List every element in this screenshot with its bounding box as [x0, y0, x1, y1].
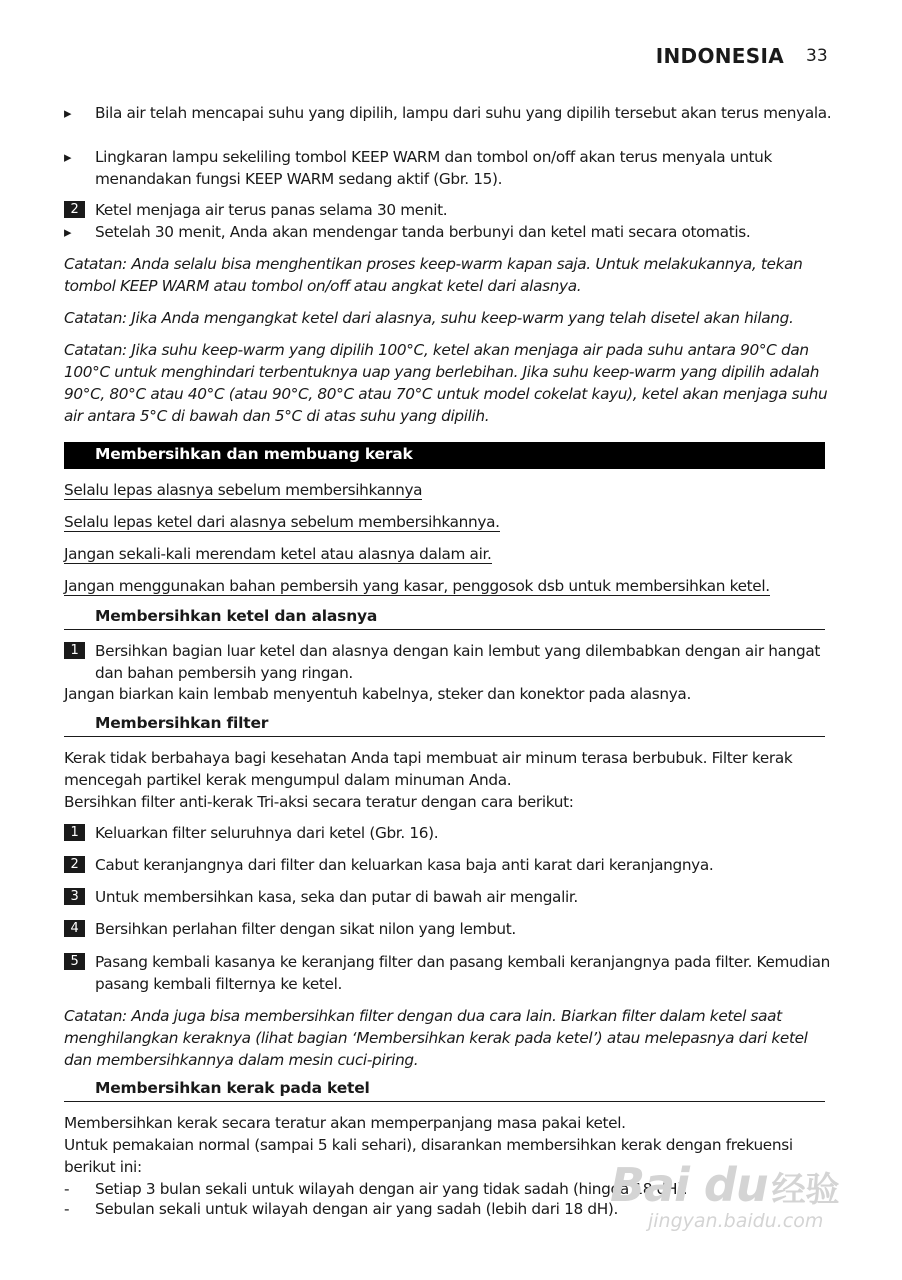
step-text: Bersihkan bagian luar ketel dan alasnya dengan kain lembut yang dilembabkan dengan air hangat dan bahan pembersih yang ringan. — [95, 642, 821, 682]
bullet-text: Bila air telah mencapai suhu yang dipilih, lampu dari suhu yang dipilih tersebut akan terus menyala. — [95, 104, 832, 122]
watermark-url: jingyan.baidu.com — [648, 1210, 824, 1232]
paragraph: Untuk pemakaian normal (sampai 5 kali sehari), disarankan membersihkan kerak dengan frekuensi berikut ini: — [64, 1136, 793, 1176]
bullet-text: Lingkaran lampu sekeliling tombol KEEP WARM dan tombol on/off akan terus menyala untuk menandakan fungsi KEEP WARM sedang aktif (Gbr. 15). — [95, 148, 773, 188]
warning-line: Jangan sekali-kali merendam ketel atau alasnya dalam air. — [64, 545, 492, 563]
bullet-arrow-icon: ▸ — [64, 148, 72, 166]
bullet-item — [64, 221, 834, 243]
step-number: 1 — [64, 824, 85, 841]
paragraph: Kerak tidak berbahaya bagi kesehatan Anda tapi membuat air minum terasa berbubuk. Filter kerak mencegah partikel kerak mengumpul dalam minuman Anda. — [64, 749, 793, 789]
paragraph: Jangan biarkan kain lembab menyentuh kabelnya, steker dan konektor pada alasnya. — [64, 685, 691, 703]
step-item — [64, 854, 834, 876]
dash-marker: - — [64, 1200, 70, 1218]
warning-line: Selalu lepas ketel dari alasnya sebelum membersihkannya. — [64, 513, 500, 531]
step-item — [64, 822, 834, 844]
step-item — [64, 886, 834, 908]
page-number: 33 — [806, 46, 828, 66]
step-text: Pasang kembali kasanya ke keranjang filter dan pasang kembali keranjangnya pada filter. Kemudian pasang kembali filternya ke ketel. — [95, 953, 831, 993]
step-text: Bersihkan perlahan filter dengan sikat nilon yang lembut. — [95, 920, 516, 938]
watermark-cn-text: 经验 — [771, 1170, 840, 1210]
bullet-item — [64, 102, 834, 124]
step-text: Untuk membersihkan kasa, seka dan putar di bawah air mengalir. — [95, 888, 578, 906]
step-text: Cabut keranjangnya dari filter dan keluarkan kasa baja anti karat dari keranjangnya. — [95, 856, 714, 874]
note: Catatan: Jika suhu keep-warm yang dipilih 100°C, ketel akan menjaga air pada suhu antara 90°C dan 100°C untuk menghindari terbentuknya uap yang berlebihan. Jika suhu keep-warm yang dipilih adalah 90°C, 80°C atau 40°C (atau 90°C, 80°C atau 70°C untuk model cokelat kayu), ketel akan menjaga suhu air antara 5°C di bawah dan 5°C di atas suhu yang dipilih. — [64, 341, 828, 425]
section-heading-bar — [64, 442, 825, 469]
dash-text: Sebulan sekali untuk wilayah dengan air yang sadah (lebih dari 18 dH). — [95, 1200, 618, 1218]
step-number: 3 — [64, 888, 85, 905]
bullet-arrow-icon: ▸ — [64, 223, 72, 241]
subheading — [64, 1079, 825, 1102]
step-number: 1 — [64, 642, 85, 659]
note: Catatan: Anda selalu bisa menghentikan proses keep-warm kapan saja. Untuk melakukannya, tekan tombol KEEP WARM atau tombol on/off atau angkat ketel dari alasnya. — [64, 255, 803, 295]
paragraph: Membersihkan kerak secara teratur akan memperpanjang masa pakai ketel. — [64, 1114, 626, 1132]
subheading-title: Membersihkan ketel dan alasnya — [95, 607, 378, 625]
step-item — [64, 951, 834, 995]
note: Catatan: Jika Anda mengangkat ketel dari alasnya, suhu keep-warm yang telah disetel akan hilang. — [64, 309, 794, 327]
step-number: 2 — [64, 856, 85, 873]
step-item — [64, 199, 834, 221]
step-text: Ketel menjaga air terus panas selama 30 menit. — [95, 201, 448, 219]
bullet-text: Setelah 30 menit, Anda akan mendengar tanda berbunyi dan ketel mati secara otomatis. — [95, 223, 751, 241]
warning-line: Selalu lepas alasnya sebelum membersihkannya — [64, 481, 423, 499]
subheading — [64, 607, 825, 630]
step-item — [64, 640, 834, 684]
step-number: 5 — [64, 953, 85, 970]
step-text: Keluarkan filter seluruhnya dari ketel (Gbr. 16). — [95, 824, 439, 842]
step-number: 4 — [64, 920, 85, 937]
step-item — [64, 918, 834, 940]
warning-line: Jangan menggunakan bahan pembersih yang kasar, penggosok dsb untuk membersihkan ketel. — [64, 577, 770, 595]
paragraph: Bersihkan filter anti-kerak Tri-aksi secara teratur dengan cara berikut: — [64, 793, 574, 811]
dash-marker: - — [64, 1180, 70, 1198]
dash-text: Setiap 3 bulan sekali untuk wilayah dengan air yang tidak sadah (hingga 18 dH). — [95, 1180, 688, 1198]
bullet-item — [64, 146, 834, 190]
watermark-logo: Bai du — [610, 1158, 768, 1212]
bullet-arrow-icon: ▸ — [64, 104, 72, 122]
watermark — [610, 1158, 840, 1232]
subheading-title: Membersihkan kerak pada ketel — [95, 1079, 370, 1097]
step-number: 2 — [64, 201, 85, 218]
subheading-title: Membersihkan filter — [95, 714, 269, 732]
section-title: Membersihkan dan membuang kerak — [95, 445, 413, 463]
note: Catatan: Anda juga bisa membersihkan filter dengan dua cara lain. Biarkan filter dalam ketel saat menghilangkan keraknya (lihat bagian ‘Membersihkan kerak pada ketel’) atau melepasnya dari ketel dan membersihkannya dalam mesin cuci-piring. — [64, 1007, 808, 1069]
language-heading: INDONESIA — [655, 44, 784, 68]
subheading — [64, 714, 825, 737]
